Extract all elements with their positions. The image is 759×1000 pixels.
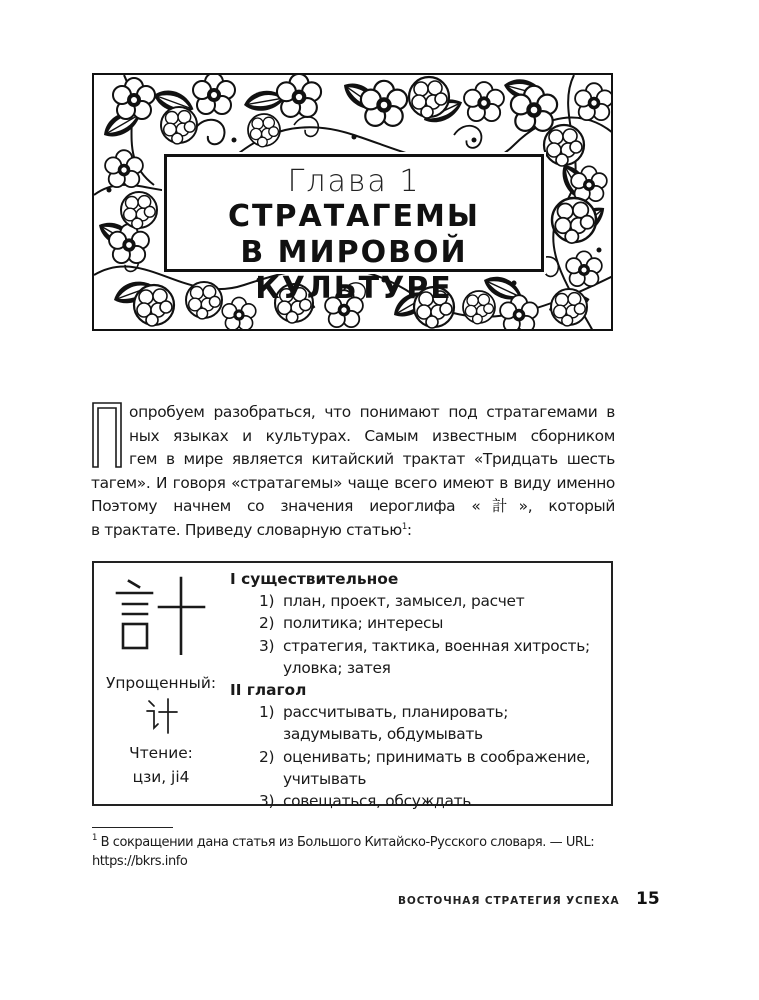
entry-text: план, проект, замысел, расчет xyxy=(283,592,525,611)
entry-text: оценивать; принимать в соображение, учитывать xyxy=(283,747,591,788)
hanzi-simplified xyxy=(144,696,178,734)
entry-text: политика; интересы xyxy=(283,614,444,633)
body-line: гем в мире является китайский трактат «Тридцать шесть xyxy=(129,450,615,469)
chapter-title-box xyxy=(164,154,544,306)
entry-text: стратегия, тактика, военная хитрость; уловка; затея xyxy=(283,636,590,677)
entry-text: совещаться, обсуждать xyxy=(283,792,472,811)
definition-entry xyxy=(230,701,608,745)
definition-entry xyxy=(230,590,608,612)
part-of-speech-heading: II глагол xyxy=(230,681,307,700)
body-line-last xyxy=(91,519,615,543)
definition-entry xyxy=(230,635,608,679)
body-line: ных языках и культурах. Самым известным сборником xyxy=(129,426,615,445)
entry-num: 2) xyxy=(259,614,275,633)
body-line: тагем». И говоря «стратагемы» чаще всего имеют в виду именно xyxy=(91,473,615,492)
entry-num: 2) xyxy=(259,747,275,766)
hanzi-glyph xyxy=(114,575,206,655)
hanzi-simplified-glyph xyxy=(144,696,178,734)
page-number: 15 xyxy=(636,889,660,909)
reading-label: Чтение: xyxy=(129,744,193,762)
definition-entry xyxy=(230,790,608,812)
dictionary-entry-box xyxy=(92,561,613,811)
body-paragraph xyxy=(91,401,615,543)
footnote-rule xyxy=(92,827,173,828)
footnote-ref[interactable]: 1 xyxy=(401,521,407,532)
body-line-end: : xyxy=(406,520,412,539)
hanzi-traditional xyxy=(114,575,206,655)
footnote-text: В сокращении дана статья из Большого Китайско-Русского словаря. — URL: xyxy=(96,835,595,850)
entry-num: 1) xyxy=(259,703,275,722)
chapter-title-line1: СТРАТАГЕМЫ xyxy=(228,199,480,234)
simplified-label: Упрощенный: xyxy=(105,674,217,692)
footnote-url[interactable]: https://bkrs.info xyxy=(92,853,188,869)
running-head: ВОСТОЧНАЯ СТРАТЕГИЯ УСПЕХА xyxy=(398,895,620,907)
chapter-banner xyxy=(92,73,613,331)
entry-num: 3) xyxy=(259,636,275,655)
entry-num: 3) xyxy=(259,792,275,811)
entry-num: 1) xyxy=(259,592,275,611)
body-line: Поэтому начнем со значения иероглифа «計», который xyxy=(91,497,615,516)
chapter-label: Глава 1 xyxy=(287,164,421,199)
definition-entry xyxy=(230,612,608,634)
reading-value: цзи, ji4 xyxy=(132,768,190,786)
footnote-number: 1 xyxy=(92,833,97,843)
chapter-title-line2: В МИРОВОЙ КУЛЬТУРЕ xyxy=(240,235,468,306)
part-of-speech-heading: I существительное xyxy=(230,570,399,588)
entry-text: рассчитывать, планировать; задумывать, обдумывать xyxy=(283,703,509,744)
definition-entry xyxy=(230,746,608,790)
body-line: опробуем разобраться, что понимают под стратагемами в xyxy=(129,403,615,421)
definitions xyxy=(230,568,608,812)
body-line-text: в трактате. Приведу словарную статью xyxy=(91,520,402,539)
footnote xyxy=(92,834,613,871)
